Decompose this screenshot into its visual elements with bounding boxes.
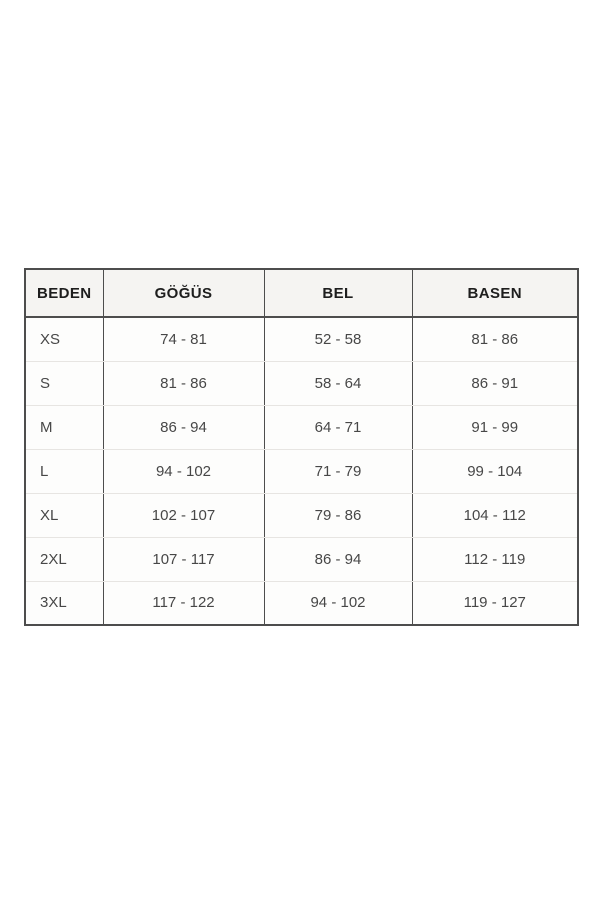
cell-gogus: 86 - 94 xyxy=(103,405,264,449)
cell-gogus: 107 - 117 xyxy=(103,537,264,581)
cell-bel: 64 - 71 xyxy=(264,405,412,449)
cell-bel: 94 - 102 xyxy=(264,581,412,625)
cell-size: L xyxy=(25,449,103,493)
cell-gogus: 94 - 102 xyxy=(103,449,264,493)
cell-bel: 79 - 86 xyxy=(264,493,412,537)
table-row-l xyxy=(25,449,578,493)
size-chart-header xyxy=(25,269,578,317)
cell-size: XL xyxy=(25,493,103,537)
header-row xyxy=(25,269,578,317)
cell-gogus: 74 - 81 xyxy=(103,317,264,361)
size-chart xyxy=(24,268,577,626)
cell-basen: 91 - 99 xyxy=(412,405,578,449)
cell-gogus: 102 - 107 xyxy=(103,493,264,537)
size-chart-body xyxy=(25,317,578,625)
table-row-xs xyxy=(25,317,578,361)
size-chart-table xyxy=(24,268,579,626)
cell-bel: 52 - 58 xyxy=(264,317,412,361)
header-cell-beden: BEDEN xyxy=(25,269,103,317)
cell-bel: 86 - 94 xyxy=(264,537,412,581)
cell-bel: 58 - 64 xyxy=(264,361,412,405)
cell-gogus: 117 - 122 xyxy=(103,581,264,625)
cell-basen: 119 - 127 xyxy=(412,581,578,625)
cell-size: S xyxy=(25,361,103,405)
header-cell-bel: BEL xyxy=(264,269,412,317)
cell-basen: 104 - 112 xyxy=(412,493,578,537)
table-row-xl xyxy=(25,493,578,537)
cell-size: XS xyxy=(25,317,103,361)
cell-size: 3XL xyxy=(25,581,103,625)
header-cell-basen: BASEN xyxy=(412,269,578,317)
cell-basen: 86 - 91 xyxy=(412,361,578,405)
table-row-s xyxy=(25,361,578,405)
cell-basen: 112 - 119 xyxy=(412,537,578,581)
cell-basen: 99 - 104 xyxy=(412,449,578,493)
table-row-3xl xyxy=(25,581,578,625)
header-cell-gogus: GÖĞÜS xyxy=(103,269,264,317)
table-row-m xyxy=(25,405,578,449)
cell-basen: 81 - 86 xyxy=(412,317,578,361)
cell-bel: 71 - 79 xyxy=(264,449,412,493)
table-row-2xl xyxy=(25,537,578,581)
cell-size: M xyxy=(25,405,103,449)
cell-size: 2XL xyxy=(25,537,103,581)
cell-gogus: 81 - 86 xyxy=(103,361,264,405)
